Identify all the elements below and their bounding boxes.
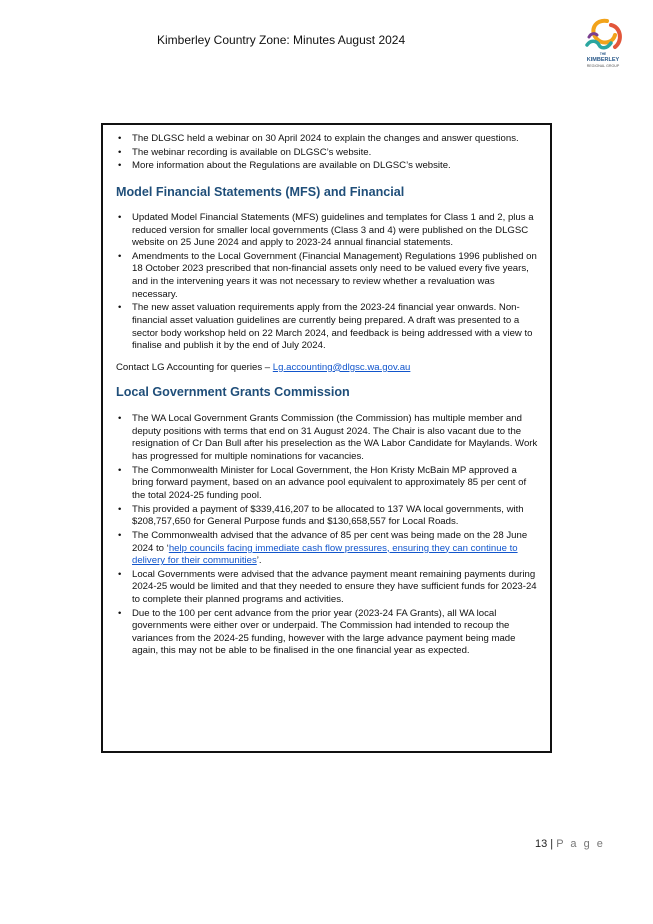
contact-email-link[interactable]: Lg.accounting@dlgsc.wa.gov.au: [272, 361, 411, 373]
item-suffix: ’.: [256, 555, 262, 567]
contact-line: [116, 362, 538, 375]
list-item: • The WA Local Government Grants Commission (the Commission) has multiple member and deputy positions with terms that end on 31 August 2024. The Chair is also vacant due to the resignation of Cr Dan Bull after his preselection as the WA Labor Candidate for Maylands. Work has progressed for multiple nominations for vacancies.: [132, 413, 538, 463]
logo-wordmark: THE KIMBERLEY REGIONAL GROUP: [586, 52, 620, 68]
contact-text: Contact LG Accounting for queries –: [116, 361, 273, 373]
list-item: • Due to the 100 per cent advance from the prior year (2023-24 FA Grants), all WA local governments were either over or underpaid. The Commission had intended to recoup the variances from the 2024-25 funding, however with the large advance payment being made again, this may not be able to be finalised in the one financial year as expected.: [132, 608, 538, 658]
page-separator: |: [547, 838, 557, 850]
content-box: [101, 123, 552, 753]
list-item: • This provided a payment of $339,416,207 to be allocated to 137 WA local governments, with $208,757,650 for General Purpose funds and $130,658,557 for Local Roads.: [132, 504, 538, 529]
list-item: • Amendments to the Local Government (Financial Management) Regulations 1996 published on 18 October 2023 prescribed that non-financial assets only need to be valued every five years, and in the intervening years it was not necessary to review whether a revaluation was necessary.: [132, 251, 538, 301]
quote-link[interactable]: help councils facing immediate cash flow pressures, ensuring they can continue to delivery for their communities: [132, 542, 518, 567]
page-number: [535, 838, 605, 850]
grants-list: [116, 413, 538, 658]
section-heading-grants-commission: Local Government Grants Commission: [116, 385, 350, 400]
list-item: • The webinar recording is available on DLGSC’s website.: [132, 147, 538, 160]
list-item: • The Commonwealth Minister for Local Government, the Hon Kristy McBain MP approved a bring forward payment, based on an advance pool equivalent to approximately 85 per cent of the total 2024-25 funding pool.: [132, 465, 538, 503]
list-item: • The DLGSC held a webinar on 30 April 2024 to explain the changes and answer questions.: [132, 133, 538, 146]
section-heading-mfs: Model Financial Statements (MFS) and Financial: [116, 184, 405, 199]
list-item: [132, 530, 538, 568]
page-number-value: 13: [535, 838, 548, 850]
list-item: • Local Governments were advised that the advance payment meant remaining payments during 2024-25 would be limited and that they needed to ensure they have sufficient funds for 2023-24 to complete their planned programs and activities.: [132, 569, 538, 607]
list-item: • More information about the Regulations are available on DLGSC’s website.: [132, 160, 538, 173]
mfs-list: [116, 212, 538, 353]
page-header-title: Kimberley Country Zone: Minutes August 2024: [157, 33, 406, 47]
list-item: • Updated Model Financial Statements (MFS) guidelines and templates for Class 1 and 2, plus a reduced version for smaller local governments (Class 3 and 4) were published on the DLGSC website on 25 June 2024 and apply to 2023-24 annual financial statements.: [132, 212, 538, 250]
list-item: • The new asset valuation requirements apply from the 2023-24 financial year onwards. Non-financial asset valuation guidelines are currently being prepared. A draft was presented to a sector body workshop held on 22 March 2024, and feedback is being addressed with a view to finalise and publish it by the end of July 2024.: [132, 302, 538, 352]
item-prefix: The Commonwealth advised that the advance of 85 per cent was being made on the 28 June 2024 to ‘: [132, 529, 528, 554]
intro-list: [116, 133, 538, 173]
page-label: P a g e: [556, 838, 605, 850]
